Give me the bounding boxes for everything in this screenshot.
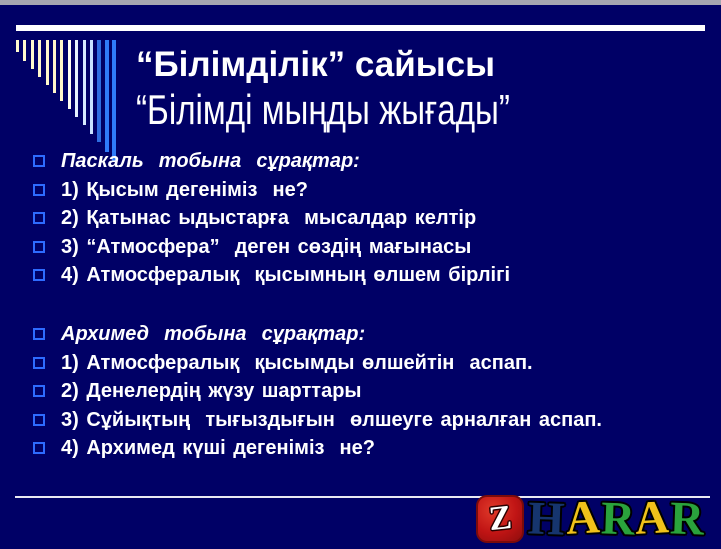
list-item <box>33 176 693 205</box>
list-item <box>33 320 693 349</box>
list-item-text: 2) Денелердің жүзу шарттары <box>61 380 362 403</box>
zharar-logo <box>476 491 706 546</box>
logo-letter: A <box>634 491 671 545</box>
logo-letter: H <box>527 492 566 546</box>
logo-letter: R <box>669 492 706 546</box>
bullet-square-icon <box>33 241 45 253</box>
slide-title <box>136 44 609 133</box>
list-item <box>33 204 693 233</box>
decor-bar-icon <box>53 40 56 93</box>
list-item <box>33 261 693 290</box>
bullet-square-icon <box>33 212 45 224</box>
bullet-square-icon <box>33 357 45 369</box>
decor-bar-icon <box>16 40 19 52</box>
decor-bar-icon <box>23 40 26 61</box>
list-item-text: 4) Архимед күші дегеніміз не? <box>61 437 375 460</box>
decor-bar-icon <box>68 40 71 109</box>
list-spacer <box>33 290 693 320</box>
list-item-text: 2) Қатынас ыдыстарға мысалдар келтір <box>61 207 477 230</box>
list-item-text: 1) Атмосфералық қысымды өлшейтін аспап. <box>61 351 533 374</box>
decor-bar-icon <box>112 40 116 162</box>
list-item <box>33 147 693 176</box>
bullet-square-icon <box>33 442 45 454</box>
title-line-1: “Білімділік” сайысы <box>136 45 495 84</box>
title-rule <box>16 25 705 31</box>
bullet-square-icon <box>33 414 45 426</box>
top-strip <box>0 0 721 5</box>
bullet-square-icon <box>33 385 45 397</box>
decor-bar-icon <box>38 40 41 77</box>
logo-letter: Z <box>486 498 514 539</box>
list-item-text: 3) Сұйықтың тығыздығын өлшеуге арналған аспап. <box>61 408 602 431</box>
bullet-list <box>33 147 693 463</box>
bullet-square-icon <box>33 269 45 281</box>
list-item-text: 3) “Атмосфера” деген сөздің мағынасы <box>61 235 472 258</box>
title-line-2: “Білімді мыңды жығады” <box>136 86 510 133</box>
bullet-square-icon <box>33 155 45 167</box>
bullet-square-icon <box>33 184 45 196</box>
decor-bar-icon <box>83 40 86 125</box>
decor-bar-icon <box>105 40 109 152</box>
list-item <box>33 377 693 406</box>
decor-bar-icon <box>97 40 101 142</box>
logo-z-badge-icon <box>476 495 524 543</box>
list-item <box>33 406 693 435</box>
list-item-text: Архимед тобына сұрақтар: <box>61 322 366 345</box>
decor-bar-icon <box>46 40 49 85</box>
list-item <box>33 434 693 463</box>
list-item-text: 4) Атмосфералық қысымның өлшем бірлігі <box>61 264 510 287</box>
decor-bar-icon <box>60 40 63 101</box>
logo-letter: R <box>599 492 636 546</box>
decor-bar-icon <box>90 40 93 134</box>
decor-bar-icon <box>75 40 78 117</box>
logo-letter: A <box>564 491 601 545</box>
list-item-text: Паскаль тобына сұрақтар: <box>61 150 360 172</box>
list-item-text: 1) Қысым дегеніміз не? <box>61 178 308 201</box>
list-item <box>33 349 693 378</box>
bullet-square-icon <box>33 328 45 340</box>
decor-bar-icon <box>31 40 34 69</box>
list-item <box>33 233 693 262</box>
